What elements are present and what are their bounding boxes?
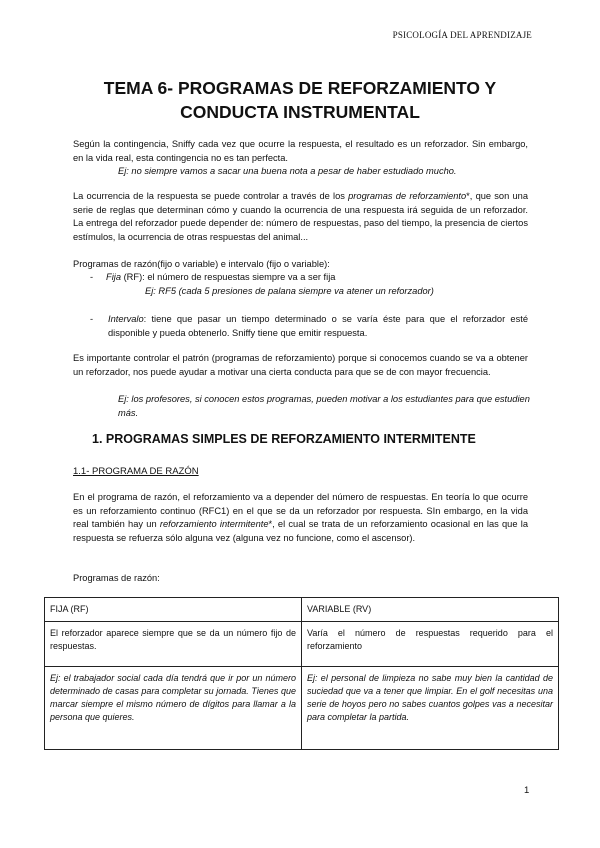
bullet-fija-example: Ej: RF5 (cada 5 presiones de palana siempre va atener un reforzador) xyxy=(145,286,434,296)
table-row xyxy=(45,667,559,750)
bullet-fija: - Fija (RF): el número de respuestas siempre va a ser fija xyxy=(90,272,336,282)
intro-example: Ej: no siempre vamos a sacar una buena nota a pesar de haber estudiado mucho. xyxy=(118,166,457,176)
bullet-dash: - xyxy=(90,314,94,324)
bullet-intervalo xyxy=(108,313,528,340)
subsection-heading: 1.1- PROGRAMA DE RAZÓN xyxy=(73,466,199,477)
page-title: TEMA 6- PROGRAMAS DE REFORZAMIENTO Y CONDUCTA INSTRUMENTAL xyxy=(103,78,497,122)
intro-paragraph: Según la contingencia, Sniffy cada vez que ocurre la respuesta, el resultado es un reforzador. Sin embargo, en la vida real, esta contingencia no es tan perfecta. xyxy=(73,139,528,163)
pattern-example: Ej: los profesores, si conocen estos programas, pueden motivar a los estudiantes para que estudien más. xyxy=(118,394,530,418)
bullet-fija-term: Fija xyxy=(106,272,121,282)
bullet-intervalo-text: : tiene que pasar un tiempo determinado o se varía éste para que el reforzador esté disponible y pueda obtenerlo. Sniffy tiene que emitir respuesta. xyxy=(108,314,528,338)
bullet-fija-text: (RF): el número de respuestas siempre va a ser fija xyxy=(121,272,336,282)
programs-intro: Programas de razón(fijo o variable) e intervalo (fijo o variable): xyxy=(73,259,330,269)
para2-c: *, que son una serie de reglas que determinan cómo y cuando la ocurrencia de una respuesta irá seguida de un reforzador. La entrega del reforzador puede depender de: número de respuestas, paso del tiempo, la presencia de ciertos estímulos, la ocurrencia de otras respuestas del animal... xyxy=(73,191,528,242)
ratio-programs-label: Programas de razón: xyxy=(73,573,160,583)
reinforcement-programs-paragraph xyxy=(73,190,528,244)
para2-term: programas de reforzamiento xyxy=(348,191,467,201)
page-number: 1 xyxy=(524,785,530,796)
bullet-intervalo-term: Intervalo xyxy=(108,314,144,324)
table-header: FIJA (RF) xyxy=(45,598,302,622)
pattern-paragraph: Es importante controlar el patrón (programas de reforzamiento) porque si conocemos cuando se va a obtener un reforzador, nos puede ayudar a motivar una cierta conducta para que se de con mayor frecuencia. xyxy=(73,353,528,377)
table-header-row xyxy=(45,598,559,622)
table-row xyxy=(45,622,559,667)
table-header: VARIABLE (RV) xyxy=(302,598,559,622)
table-cell: El reforzador aparece siempre que se da un número fijo de respuestas. xyxy=(45,622,302,667)
para5-a: En el programa de razón, el reforzamiento va a depender del número de respuestas. En teoría lo que ocurre es un reforzamiento continuo (RFC1) en el que se da un reforzador por respuesta. SIn embargo, en la vida real también hay un xyxy=(73,492,528,529)
para2-a: La ocurrencia de la respuesta se puede controlar a través de los xyxy=(73,191,349,201)
para5-term: reforzamiento intermitente xyxy=(159,519,269,529)
table-cell: Varía el número de respuestas requerido para el reforzamiento xyxy=(302,622,559,667)
table-cell: Ej: el trabajador social cada día tendrá que ir por un número determinado de casas para completar su jornada. Tienes que marcar siempre el mismo número de dígitos para llamar a la persona que quieres. xyxy=(45,667,302,750)
section-heading: 1. PROGRAMAS SIMPLES DE REFORZAMIENTO INTERMITENTE xyxy=(92,432,476,446)
ratio-programs-table xyxy=(44,597,559,750)
para5-c: *, el cual se trata de un reforzamiento ocasional en las que la respuesta se refuerza sólo alguna vez (alguna vez no funcione, como el ascensor). xyxy=(73,519,528,543)
running-header: PSICOLOGÍA DEL APRENDIZAJE xyxy=(392,30,532,40)
table-cell: Ej: el personal de limpieza no sabe muy bien la cantidad de suciedad que va a tener que limpiar. En el golf necesitas una serie de hoyos pero no sabes cuantos golpes vas a necesitar para completar la partida. xyxy=(302,667,559,750)
ratio-paragraph xyxy=(73,491,528,545)
